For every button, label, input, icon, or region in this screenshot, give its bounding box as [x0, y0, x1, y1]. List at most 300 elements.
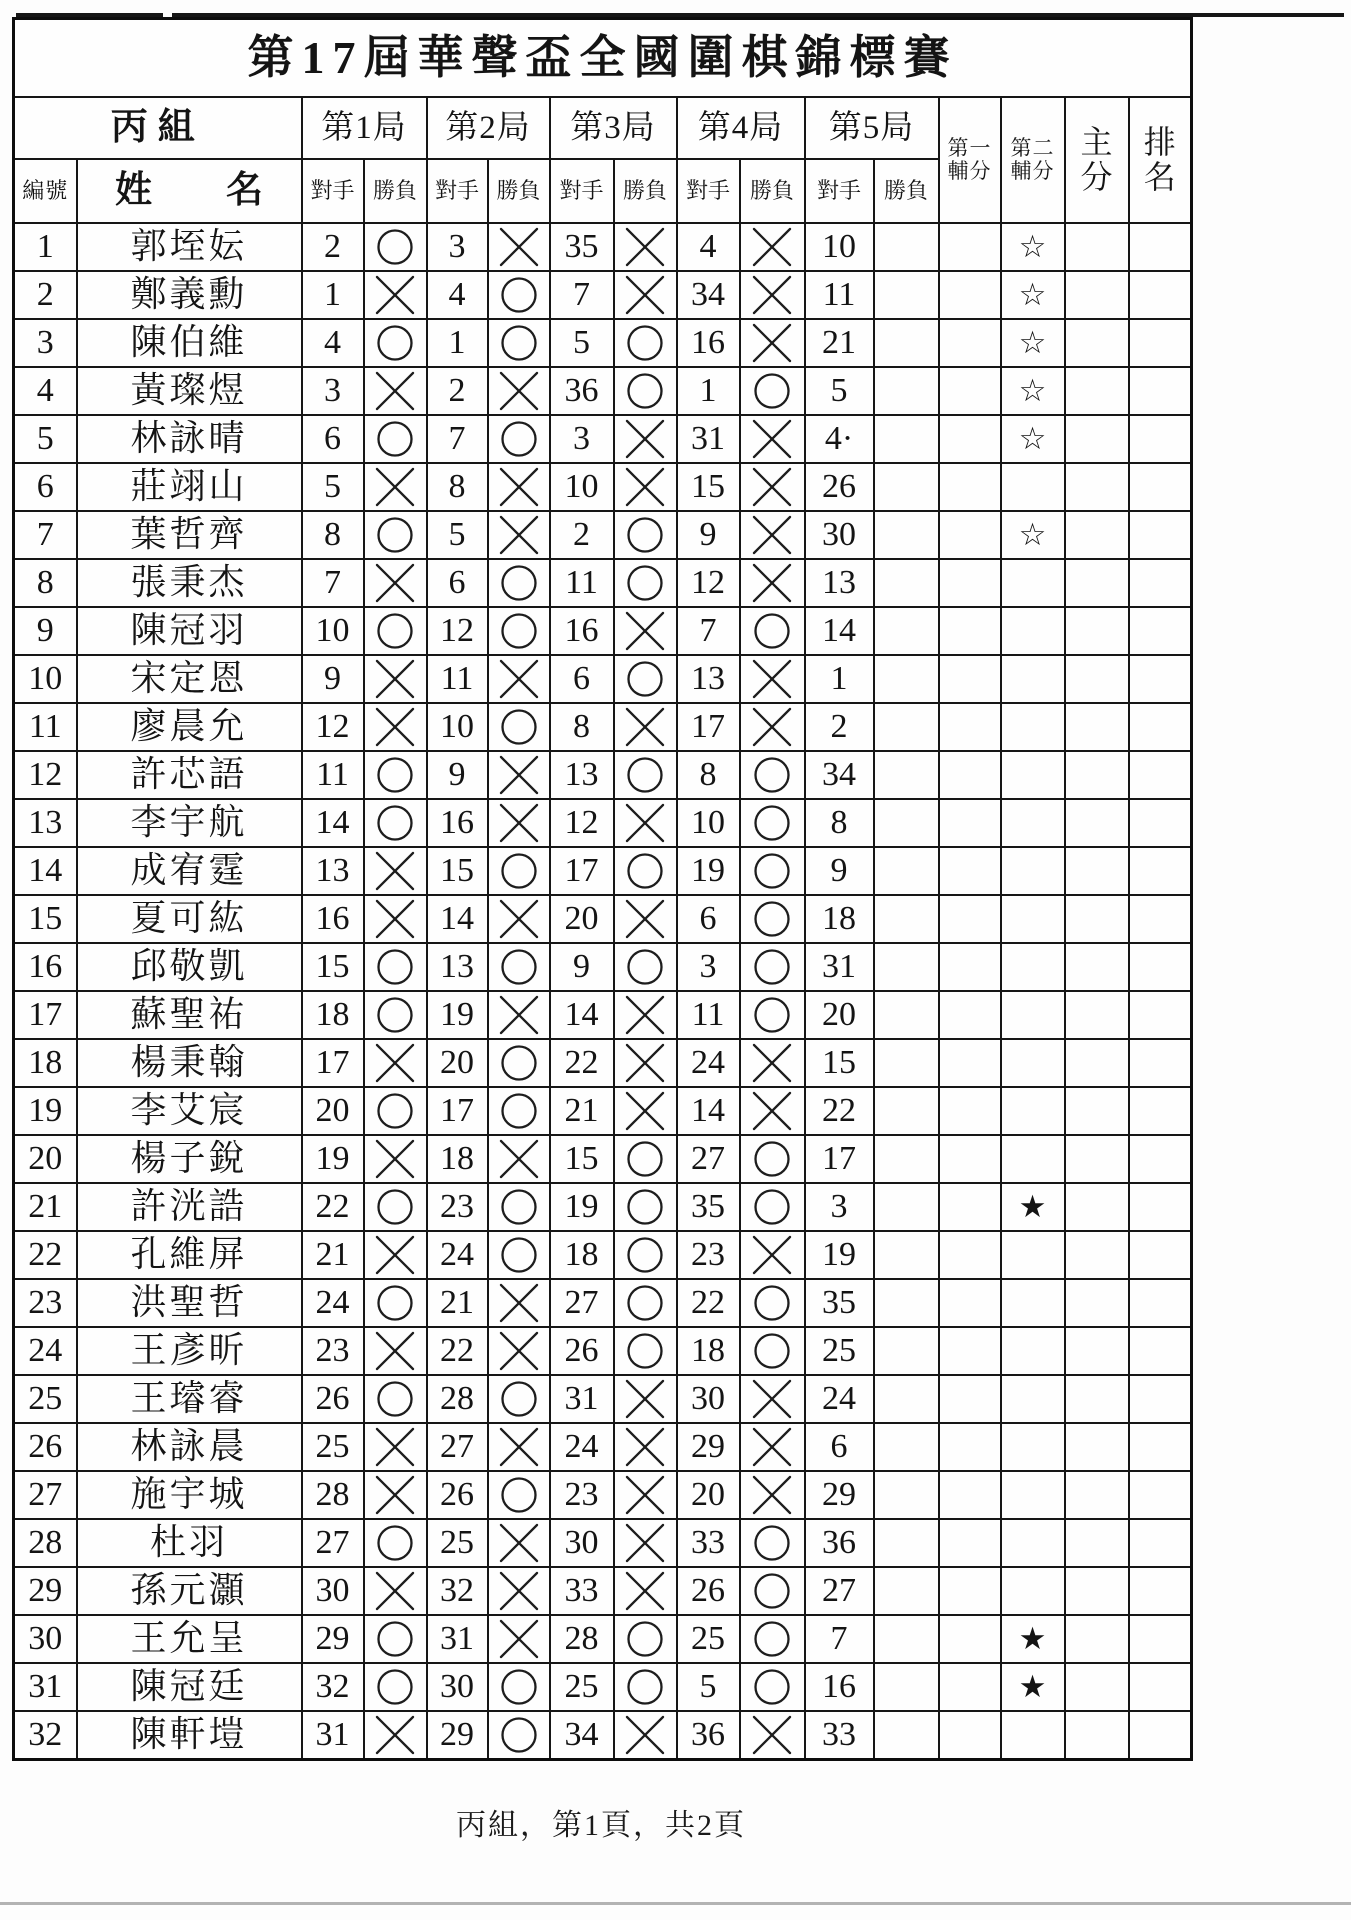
result-cell [740, 1039, 805, 1087]
loss-cross-icon [624, 226, 666, 268]
opponent-cell: 23 [677, 1231, 740, 1279]
loss-cross-icon [624, 418, 666, 460]
rank-cell [1129, 223, 1192, 271]
opponent-column-label: 對手 [677, 159, 740, 223]
opponent-cell: 31 [805, 943, 874, 991]
aux-score-2-cell: ☆ [1001, 415, 1065, 463]
result-cell [364, 463, 427, 511]
result-cell [874, 1519, 939, 1567]
players-tbody [14, 223, 1192, 1760]
opponent-cell: 8 [805, 799, 874, 847]
aux-score-2-cell: ☆ [1001, 319, 1065, 367]
player-name-cell: 楊秉翰 [77, 1039, 302, 1087]
result-cell [874, 1087, 939, 1135]
opponent-cell: 21 [805, 319, 874, 367]
result-cell [874, 1471, 939, 1519]
player-name-cell: 林詠晴 [77, 415, 302, 463]
result-cell [614, 1327, 677, 1375]
player-name-cell: 成宥霆 [77, 847, 302, 895]
result-cell [614, 991, 677, 1039]
result-cell [364, 223, 427, 271]
opponent-cell: 24 [805, 1375, 874, 1423]
main-score-cell [1065, 1039, 1129, 1087]
opponent-cell: 10 [427, 703, 488, 751]
round-2-label: 第2局 [427, 97, 550, 159]
player-name-cell: 宋定恩 [77, 655, 302, 703]
opponent-cell: 10 [677, 799, 740, 847]
win-circle-icon [375, 1523, 415, 1563]
win-circle-icon [752, 947, 792, 987]
player-number-cell: 27 [14, 1471, 77, 1519]
opponent-cell: 4 [302, 319, 364, 367]
opponent-cell: 31 [427, 1615, 488, 1663]
opponent-cell: 6 [805, 1423, 874, 1471]
opponent-cell: 28 [302, 1471, 364, 1519]
result-cell [614, 559, 677, 607]
aux-score-2-cell [1001, 799, 1065, 847]
player-name-cell: 陳冠羽 [77, 607, 302, 655]
result-cell [614, 415, 677, 463]
win-circle-icon [375, 1379, 415, 1419]
player-name-cell: 許洸誥 [77, 1183, 302, 1231]
result-cell [740, 1327, 805, 1375]
opponent-cell: 1 [677, 367, 740, 415]
player-row [14, 991, 1192, 1039]
opponent-cell: 4 [427, 271, 488, 319]
result-cell [488, 319, 550, 367]
player-name-cell: 莊翊山 [77, 463, 302, 511]
loss-cross-icon [374, 1474, 416, 1516]
loss-cross-icon [624, 1426, 666, 1468]
loss-cross-icon [751, 466, 793, 508]
win-circle-icon [752, 1667, 792, 1707]
player-name-cell: 林詠晨 [77, 1423, 302, 1471]
result-cell [488, 1087, 550, 1135]
player-name-cell: 黃璨煜 [77, 367, 302, 415]
name-column-label: 姓 名 [77, 159, 302, 223]
result-cell [740, 703, 805, 751]
main-score-label: 主 分 [1065, 97, 1129, 223]
opponent-cell: 26 [677, 1567, 740, 1615]
opponent-cell: 24 [302, 1279, 364, 1327]
player-name-cell: 葉哲齊 [77, 511, 302, 559]
player-number-cell: 3 [14, 319, 77, 367]
result-cell [874, 1615, 939, 1663]
player-name-cell: 陳冠廷 [77, 1663, 302, 1711]
win-circle-icon [499, 1667, 539, 1707]
loss-cross-icon [374, 466, 416, 508]
result-cell [364, 1711, 427, 1760]
win-circle-icon [499, 1091, 539, 1131]
aux-score-2-cell [1001, 1087, 1065, 1135]
win-circle-icon [625, 851, 665, 891]
loss-cross-icon [624, 802, 666, 844]
aux-score-2-cell [1001, 991, 1065, 1039]
result-cell [614, 271, 677, 319]
aux-score-1-cell [939, 1375, 1001, 1423]
loss-cross-icon [751, 706, 793, 748]
result-cell [488, 799, 550, 847]
result-cell [740, 751, 805, 799]
loss-cross-icon [624, 610, 666, 652]
player-number-cell: 7 [14, 511, 77, 559]
rank-cell [1129, 559, 1192, 607]
player-row [14, 463, 1192, 511]
aux-score-1-cell [939, 319, 1001, 367]
opponent-cell: 36 [805, 1519, 874, 1567]
result-cell [488, 1423, 550, 1471]
loss-cross-icon [624, 466, 666, 508]
aux-score-2-cell: ★ [1001, 1183, 1065, 1231]
loss-cross-icon [498, 1282, 540, 1324]
aux-score-1-cell [939, 1471, 1001, 1519]
result-cell [488, 1039, 550, 1087]
result-cell [740, 1615, 805, 1663]
rank-cell [1129, 1087, 1192, 1135]
loss-cross-icon [374, 370, 416, 412]
result-cell [488, 1327, 550, 1375]
result-cell [740, 1471, 805, 1519]
win-circle-icon [625, 1187, 665, 1227]
opponent-cell: 17 [427, 1087, 488, 1135]
opponent-cell: 13 [550, 751, 614, 799]
win-circle-icon [625, 1331, 665, 1371]
result-cell [364, 415, 427, 463]
rank-cell [1129, 1519, 1192, 1567]
player-number-cell: 2 [14, 271, 77, 319]
result-column-label: 勝負 [364, 159, 427, 223]
player-name-cell: 施宇城 [77, 1471, 302, 1519]
player-number-cell: 8 [14, 559, 77, 607]
aux-score-1-cell [939, 703, 1001, 751]
result-cell [364, 847, 427, 895]
rank-cell [1129, 943, 1192, 991]
opponent-cell: 22 [805, 1087, 874, 1135]
opponent-cell: 5 [302, 463, 364, 511]
loss-cross-icon [374, 1714, 416, 1756]
player-number-cell: 13 [14, 799, 77, 847]
aux-score-2-cell [1001, 463, 1065, 511]
player-number-cell: 14 [14, 847, 77, 895]
aux-score-2-cell [1001, 1375, 1065, 1423]
player-row [14, 751, 1192, 799]
result-cell [488, 847, 550, 895]
result-cell [874, 559, 939, 607]
win-circle-icon [499, 611, 539, 651]
opponent-cell: 30 [677, 1375, 740, 1423]
result-cell [874, 223, 939, 271]
opponent-cell: 2 [805, 703, 874, 751]
aux-score-2-cell [1001, 1567, 1065, 1615]
opponent-cell: 4· [805, 415, 874, 463]
result-cell [488, 1375, 550, 1423]
player-number-cell: 4 [14, 367, 77, 415]
id-column-label: 編號 [14, 159, 77, 223]
opponent-cell: 26 [427, 1471, 488, 1519]
opponent-cell: 30 [427, 1663, 488, 1711]
win-circle-icon [499, 851, 539, 891]
result-cell [364, 1039, 427, 1087]
main-score-cell [1065, 1471, 1129, 1519]
loss-cross-icon [498, 658, 540, 700]
result-cell [614, 319, 677, 367]
win-circle-icon [375, 611, 415, 651]
aux-score-1-cell [939, 463, 1001, 511]
aux-score-2-cell: ☆ [1001, 223, 1065, 271]
loss-cross-icon [374, 850, 416, 892]
rank-cell [1129, 1327, 1192, 1375]
win-circle-icon [375, 803, 415, 843]
win-circle-icon [375, 515, 415, 555]
loss-cross-icon [498, 466, 540, 508]
opponent-cell: 2 [302, 223, 364, 271]
result-cell [614, 1375, 677, 1423]
opponent-cell: 6 [302, 415, 364, 463]
player-name-cell: 李艾宸 [77, 1087, 302, 1135]
player-number-cell: 22 [14, 1231, 77, 1279]
loss-cross-icon [751, 322, 793, 364]
aux-score-2-cell [1001, 1279, 1065, 1327]
result-column-label: 勝負 [740, 159, 805, 223]
main-score-cell [1065, 1183, 1129, 1231]
round-1-label: 第1局 [302, 97, 427, 159]
loss-cross-icon [624, 1378, 666, 1420]
opponent-cell: 7 [427, 415, 488, 463]
opponent-cell: 20 [427, 1039, 488, 1087]
player-row [14, 1375, 1192, 1423]
loss-cross-icon [751, 1090, 793, 1132]
opponent-cell: 19 [427, 991, 488, 1039]
opponent-column-label: 對手 [550, 159, 614, 223]
rank-cell [1129, 607, 1192, 655]
round-3-label: 第3局 [550, 97, 677, 159]
opponent-cell: 14 [302, 799, 364, 847]
result-cell [874, 1183, 939, 1231]
main-score-cell [1065, 559, 1129, 607]
aux-score-1-cell [939, 1711, 1001, 1760]
aux-score-1-cell [939, 751, 1001, 799]
result-cell [488, 1615, 550, 1663]
opponent-cell: 11 [677, 991, 740, 1039]
win-circle-icon [625, 1283, 665, 1323]
opponent-cell: 15 [302, 943, 364, 991]
result-cell [874, 1279, 939, 1327]
opponent-cell: 25 [302, 1423, 364, 1471]
opponent-cell: 3 [427, 223, 488, 271]
result-cell [364, 1519, 427, 1567]
result-cell [874, 607, 939, 655]
result-cell [740, 415, 805, 463]
result-cell [364, 1471, 427, 1519]
result-cell [874, 1135, 939, 1183]
win-circle-icon [375, 323, 415, 363]
opponent-cell: 18 [427, 1135, 488, 1183]
round-4-label: 第4局 [677, 97, 805, 159]
opponent-cell: 5 [677, 1663, 740, 1711]
player-row [14, 1615, 1192, 1663]
result-cell [740, 607, 805, 655]
opponent-cell: 6 [677, 895, 740, 943]
opponent-cell: 12 [677, 559, 740, 607]
opponent-cell: 18 [302, 991, 364, 1039]
result-cell [740, 367, 805, 415]
opponent-cell: 27 [805, 1567, 874, 1615]
opponent-cell: 22 [427, 1327, 488, 1375]
result-cell [740, 895, 805, 943]
player-name-cell: 郭垤妘 [77, 223, 302, 271]
aux-score-2-cell [1001, 1471, 1065, 1519]
rank-cell [1129, 415, 1192, 463]
opponent-cell: 15 [805, 1039, 874, 1087]
rank-cell [1129, 655, 1192, 703]
result-cell [488, 1567, 550, 1615]
aux-score-2-label: 第二 輔分 [1001, 97, 1065, 223]
player-name-cell: 楊子銳 [77, 1135, 302, 1183]
win-circle-icon [752, 803, 792, 843]
result-cell [740, 799, 805, 847]
player-name-cell: 許芯語 [77, 751, 302, 799]
win-circle-icon [752, 1283, 792, 1323]
opponent-cell: 15 [427, 847, 488, 895]
loss-cross-icon [498, 754, 540, 796]
result-cell [364, 751, 427, 799]
opponent-cell: 6 [427, 559, 488, 607]
player-number-cell: 17 [14, 991, 77, 1039]
result-cell [488, 1471, 550, 1519]
main-score-cell [1065, 703, 1129, 751]
opponent-cell: 25 [805, 1327, 874, 1375]
result-cell [614, 751, 677, 799]
win-circle-icon [499, 419, 539, 459]
rank-label: 排 名 [1129, 97, 1192, 223]
result-cell [740, 991, 805, 1039]
result-cell [740, 1183, 805, 1231]
win-circle-icon [499, 1187, 539, 1227]
opponent-cell: 17 [302, 1039, 364, 1087]
result-cell [364, 1423, 427, 1471]
loss-cross-icon [498, 514, 540, 556]
opponent-cell: 13 [677, 655, 740, 703]
opponent-cell: 11 [805, 271, 874, 319]
opponent-cell: 9 [805, 847, 874, 895]
opponent-cell: 1 [805, 655, 874, 703]
result-cell [614, 223, 677, 271]
player-row [14, 1663, 1192, 1711]
loss-cross-icon [751, 1234, 793, 1276]
opponent-cell: 13 [805, 559, 874, 607]
opponent-cell: 10 [550, 463, 614, 511]
tournament-title: 第17屆華聲盃全國圍棋錦標賽 [14, 19, 1192, 98]
loss-cross-icon [751, 274, 793, 316]
opponent-cell: 24 [677, 1039, 740, 1087]
tournament-table [12, 17, 1193, 1761]
opponent-cell: 35 [550, 223, 614, 271]
rank-cell [1129, 1375, 1192, 1423]
loss-cross-icon [751, 1714, 793, 1756]
rank-cell [1129, 991, 1192, 1039]
win-circle-icon [752, 1139, 792, 1179]
player-number-cell: 25 [14, 1375, 77, 1423]
opponent-cell: 4 [677, 223, 740, 271]
rank-cell [1129, 1231, 1192, 1279]
result-cell [364, 511, 427, 559]
aux-score-1-cell [939, 223, 1001, 271]
rank-cell [1129, 1423, 1192, 1471]
result-cell [874, 367, 939, 415]
result-cell [740, 1423, 805, 1471]
opponent-cell: 31 [302, 1711, 364, 1760]
page-footer: 丙組，第1頁，共2頁 [456, 1809, 746, 1842]
result-cell [874, 943, 939, 991]
player-row [14, 271, 1192, 319]
result-column-label: 勝負 [614, 159, 677, 223]
title-row [14, 19, 1192, 98]
aux-score-1-cell [939, 415, 1001, 463]
opponent-cell: 33 [805, 1711, 874, 1760]
player-name-cell: 邱敬凱 [77, 943, 302, 991]
loss-cross-icon [624, 1522, 666, 1564]
aux-score-1-cell [939, 1567, 1001, 1615]
result-cell [364, 1135, 427, 1183]
loss-cross-icon [624, 994, 666, 1036]
result-cell [488, 943, 550, 991]
loss-cross-icon [498, 226, 540, 268]
result-cell [614, 895, 677, 943]
result-cell [488, 367, 550, 415]
opponent-cell: 27 [302, 1519, 364, 1567]
aux-score-1-cell [939, 607, 1001, 655]
result-cell [614, 1519, 677, 1567]
player-name-cell: 王彥昕 [77, 1327, 302, 1375]
opponent-cell: 20 [550, 895, 614, 943]
main-score-cell [1065, 319, 1129, 367]
loss-cross-icon [751, 1042, 793, 1084]
result-cell [488, 223, 550, 271]
opponent-cell: 5 [550, 319, 614, 367]
aux-score-1-cell [939, 367, 1001, 415]
opponent-cell: 29 [805, 1471, 874, 1519]
loss-cross-icon [751, 418, 793, 460]
opponent-cell: 13 [427, 943, 488, 991]
win-circle-icon [625, 755, 665, 795]
player-number-cell: 11 [14, 703, 77, 751]
win-circle-icon [499, 563, 539, 603]
aux-score-1-cell [939, 1183, 1001, 1231]
result-cell [364, 1615, 427, 1663]
opponent-cell: 11 [302, 751, 364, 799]
win-circle-icon [752, 1187, 792, 1227]
win-circle-icon [752, 1331, 792, 1371]
opponent-cell: 22 [550, 1039, 614, 1087]
opponent-cell: 32 [302, 1663, 364, 1711]
aux-score-1-cell [939, 1423, 1001, 1471]
win-circle-icon [375, 755, 415, 795]
player-row [14, 1183, 1192, 1231]
result-cell [614, 1471, 677, 1519]
loss-cross-icon [498, 994, 540, 1036]
player-number-cell: 24 [14, 1327, 77, 1375]
result-cell [874, 1567, 939, 1615]
main-score-cell [1065, 895, 1129, 943]
opponent-cell: 24 [550, 1423, 614, 1471]
player-row [14, 1231, 1192, 1279]
opponent-cell: 25 [550, 1663, 614, 1711]
opponent-cell: 3 [550, 415, 614, 463]
win-circle-icon [625, 1139, 665, 1179]
win-circle-icon [499, 275, 539, 315]
loss-cross-icon [624, 1042, 666, 1084]
opponent-cell: 6 [550, 655, 614, 703]
